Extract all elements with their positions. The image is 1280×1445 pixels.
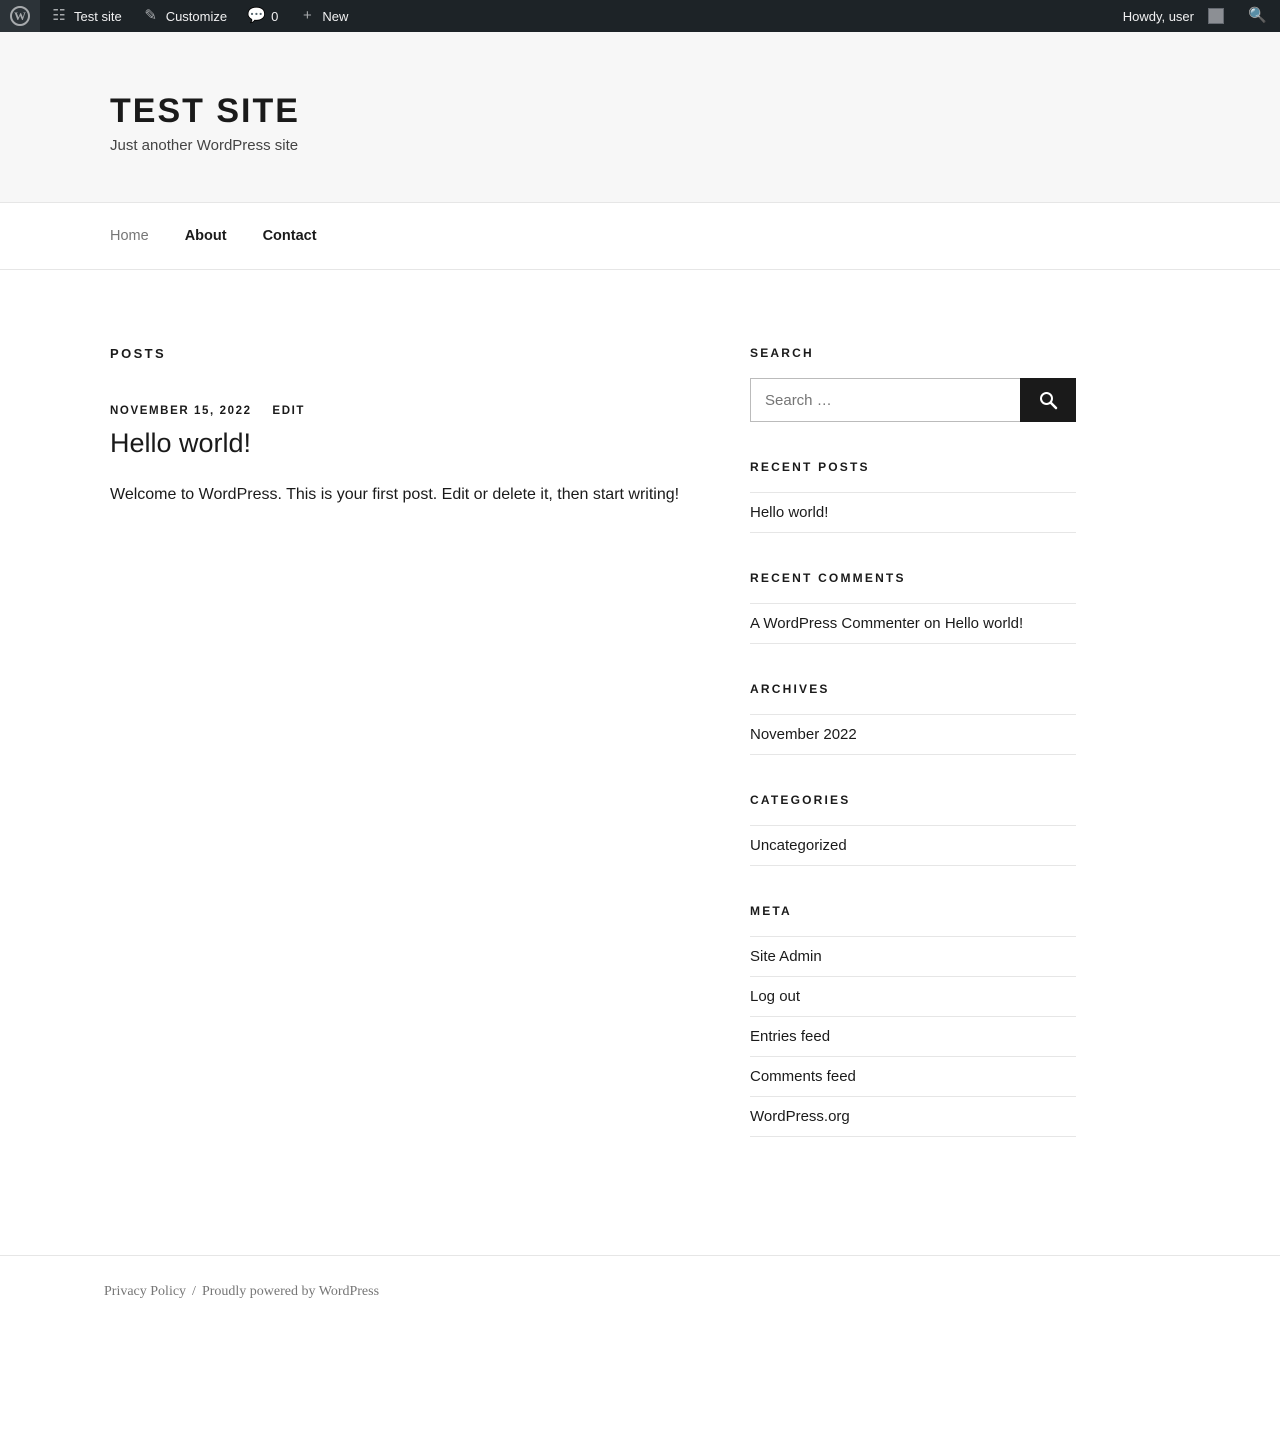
- widget-categories: [750, 793, 1076, 866]
- widget-search: [750, 346, 1076, 422]
- list-item[interactable]: [750, 1017, 1076, 1057]
- nav-item-contact[interactable]: [263, 227, 317, 245]
- admin-bar-site-name[interactable]: [40, 0, 132, 32]
- widget-search-title: SEARCH: [750, 346, 814, 360]
- meta-list: [750, 936, 1076, 1137]
- post-excerpt: Welcome to WordPress. This is your first post. Edit or delete it, then start writing!: [110, 486, 680, 504]
- list-item: [750, 603, 1076, 644]
- nav-item-home[interactable]: [110, 227, 149, 245]
- plus-icon: +: [302, 7, 312, 24]
- sidebar: [750, 346, 1076, 1175]
- site-footer: [0, 1255, 1280, 1340]
- widget-meta-title: META: [750, 904, 792, 918]
- footer-separator: /: [192, 1284, 196, 1299]
- admin-bar-customize-label: Customize: [165, 8, 228, 24]
- admin-bar-comments[interactable]: [237, 0, 288, 32]
- admin-bar-wp-logo[interactable]: [0, 0, 40, 32]
- meta-link-comments-feed[interactable]: Comments feed: [750, 1068, 856, 1085]
- widget-recent-posts-title: RECENT POSTS: [750, 460, 870, 474]
- post-article: [110, 405, 690, 508]
- recent-posts-list: [750, 492, 1076, 533]
- comment-on-text: on: [919, 615, 945, 632]
- search-input[interactable]: [750, 378, 1020, 422]
- widget-recent-comments-title: RECENT COMMENTS: [750, 571, 906, 585]
- meta-link-wordpress-org[interactable]: WordPress.org: [750, 1108, 850, 1125]
- meta-link-log-out[interactable]: Log out: [750, 988, 801, 1005]
- list-item[interactable]: [750, 825, 1076, 866]
- admin-bar-new[interactable]: [288, 0, 358, 32]
- admin-bar-comments-count: 0: [271, 8, 279, 24]
- site-info: [104, 1284, 1176, 1300]
- list-item[interactable]: [750, 1057, 1076, 1097]
- privacy-policy-link[interactable]: Privacy Policy: [104, 1284, 187, 1299]
- widget-recent-posts: [750, 460, 1076, 533]
- admin-bar-right-group: [1113, 0, 1280, 32]
- recent-post-link[interactable]: Hello world!: [750, 504, 829, 521]
- search-submit-button[interactable]: [1020, 378, 1076, 422]
- widget-archives-title: ARCHIVES: [750, 682, 830, 696]
- list-item[interactable]: [750, 1097, 1076, 1137]
- admin-bar-site-name-label: Test site: [74, 8, 122, 24]
- primary-navigation: [0, 203, 1280, 270]
- widget-categories-title: CATEGORIES: [750, 793, 851, 807]
- list-item[interactable]: [750, 936, 1076, 977]
- post-edit-link[interactable]: EDIT: [272, 405, 306, 417]
- search-icon: [1038, 390, 1058, 410]
- archives-list: [750, 714, 1076, 755]
- recent-comments-list: [750, 603, 1076, 644]
- wordpress-logo-icon: [10, 6, 30, 26]
- search-icon: 🔍: [1248, 7, 1267, 24]
- post-date-link[interactable]: NOVEMBER 15, 2022: [110, 405, 252, 417]
- meta-link-site-admin[interactable]: Site Admin: [750, 948, 822, 965]
- admin-bar-customize[interactable]: [132, 0, 237, 32]
- comment-bubble-icon: 💬: [247, 7, 266, 24]
- page-title[interactable]: TEST SITE: [110, 92, 300, 130]
- posts-heading: POSTS: [110, 346, 167, 361]
- categories-list: [750, 825, 1076, 866]
- site-header: [0, 32, 1280, 203]
- admin-bar: [0, 0, 1280, 32]
- content-area: [110, 270, 1170, 1255]
- wordpress-credit-link[interactable]: Proudly powered by WordPress: [201, 1284, 380, 1299]
- comment-author: A WordPress Commenter: [750, 615, 920, 632]
- post-title-link[interactable]: Hello world!: [110, 428, 252, 458]
- user-avatar: [1208, 8, 1224, 24]
- list-item[interactable]: [750, 492, 1076, 533]
- widget-archives: [750, 682, 1076, 755]
- pencil-icon: ✎: [144, 7, 157, 24]
- post-title: [110, 427, 690, 459]
- dashboard-icon: ☷: [52, 7, 66, 24]
- comment-post-link[interactable]: Hello world!: [944, 615, 1024, 632]
- search-form: [750, 378, 1076, 422]
- nav-link-about[interactable]: About: [184, 228, 227, 244]
- meta-link-entries-feed[interactable]: Entries feed: [750, 1028, 831, 1045]
- admin-bar-howdy-label: Howdy, user: [1122, 8, 1194, 24]
- nav-link-contact[interactable]: Contact: [262, 228, 317, 244]
- nav-list: [110, 203, 1170, 269]
- widget-meta: [750, 904, 1076, 1137]
- widget-recent-comments: [750, 571, 1076, 644]
- post-content: [110, 483, 690, 508]
- nav-item-about[interactable]: [185, 227, 227, 245]
- admin-bar-my-account[interactable]: [1113, 0, 1234, 32]
- entry-meta: [110, 405, 690, 417]
- nav-link-home[interactable]: Home: [110, 228, 149, 244]
- admin-bar-search-button[interactable]: [1234, 0, 1280, 32]
- list-item[interactable]: [750, 714, 1076, 755]
- category-link[interactable]: Uncategorized: [750, 837, 847, 854]
- admin-bar-new-label: New: [322, 8, 349, 24]
- list-item[interactable]: [750, 977, 1076, 1017]
- site-description: Just another WordPress site: [110, 137, 299, 154]
- main-content: [110, 346, 690, 1175]
- archive-link[interactable]: November 2022: [750, 726, 857, 743]
